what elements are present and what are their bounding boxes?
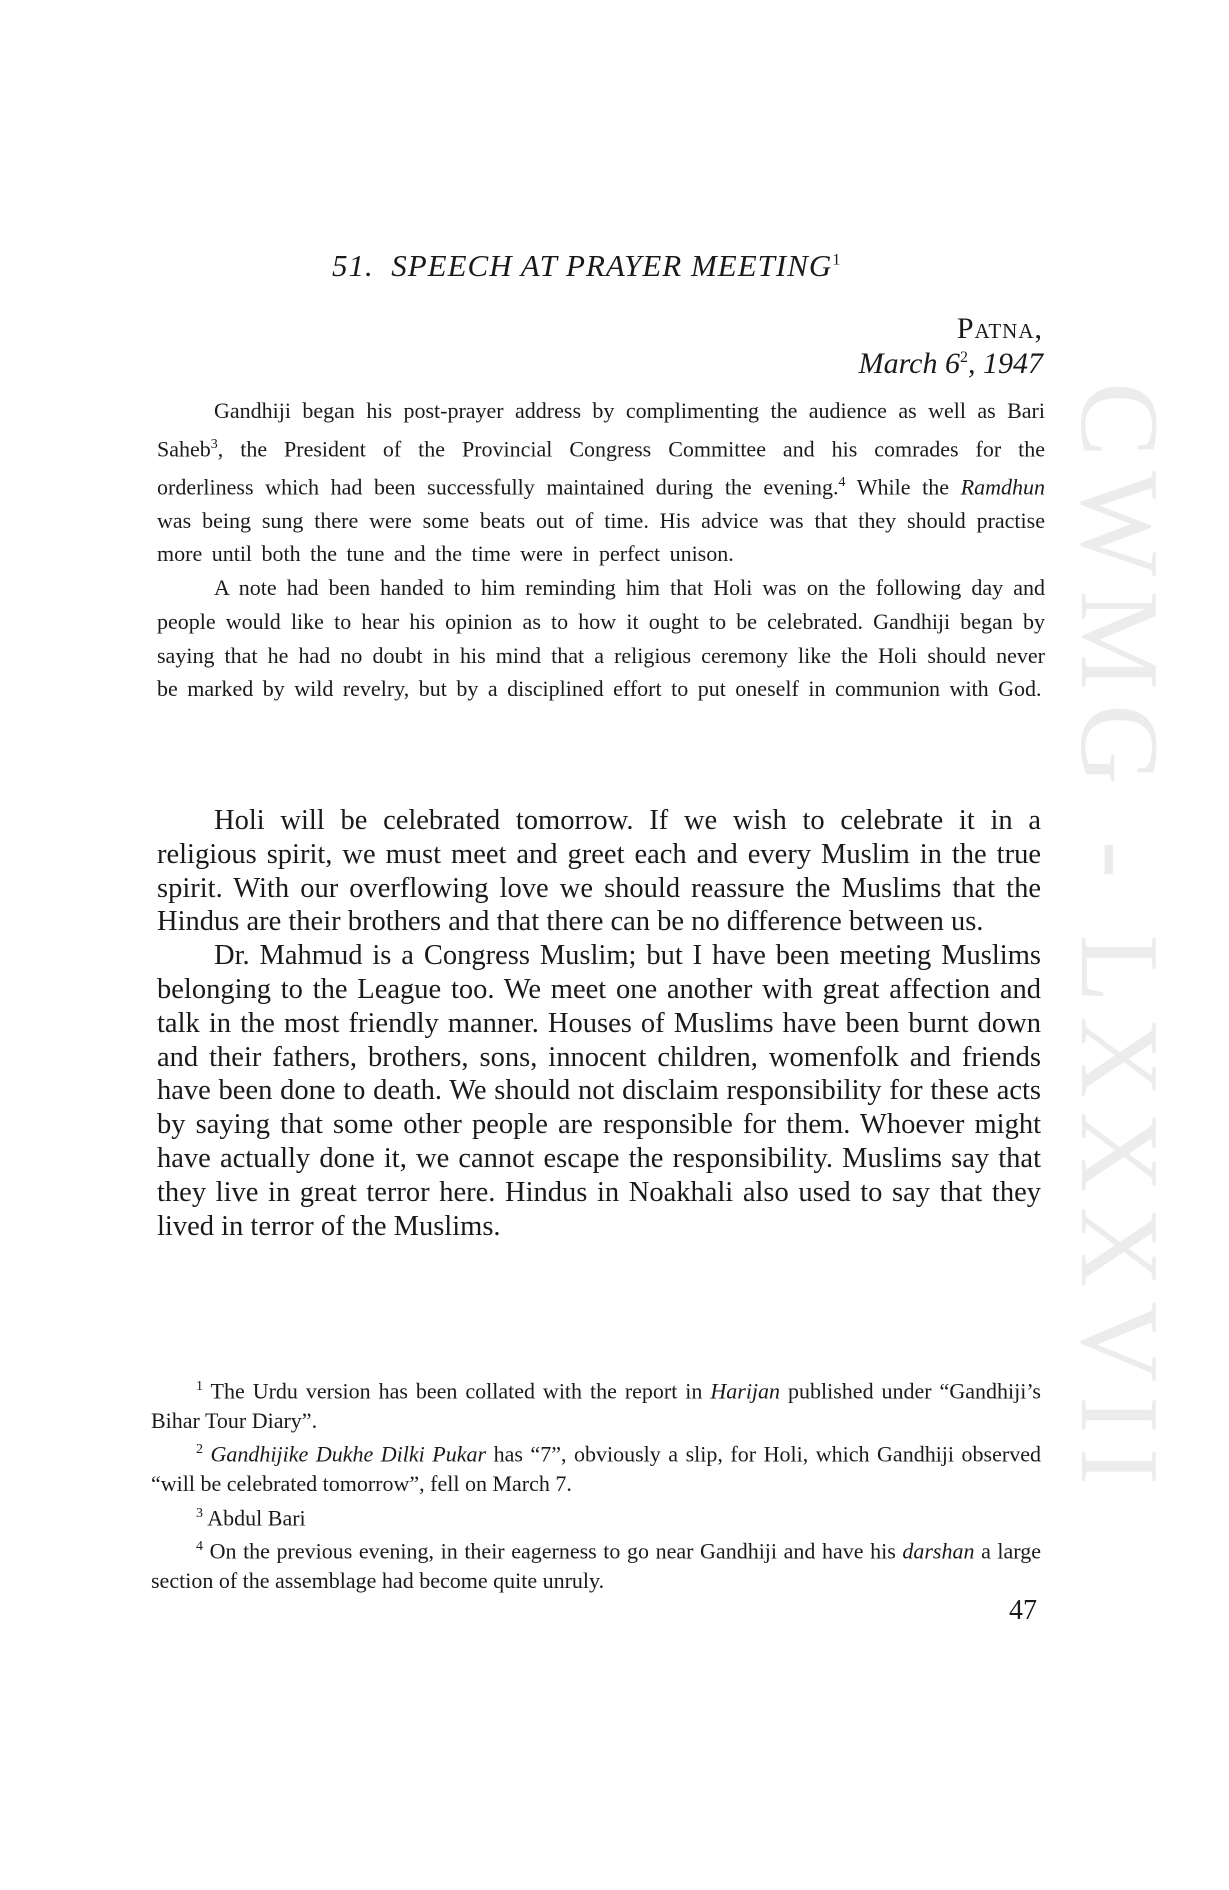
dateline-date [859,347,1043,381]
footnote-italic: Harijan [710,1378,781,1404]
intro-report [157,394,1045,706]
footnotes [151,1372,1041,1596]
intro-text: , the President of the Provincial Congress Committee and his comrades for the orderliness which had been successfully maintained during the evening. [157,436,1045,500]
date-prefix: March 6 [858,347,960,380]
heading-footnote-ref[interactable]: 1 [832,251,842,269]
footnote-text: The Urdu version has been collated with the report in [203,1378,711,1404]
dateline-place: Patna, [956,312,1043,345]
date-suffix: , 1947 [968,347,1043,380]
speech-paragraph-2: Dr. Mahmud is a Congress Muslim; but I have been meeting Muslims belonging to the League too. We meet one another with great affection and talk in the most friendly manner. Houses of Muslims have been burnt down and their fathers, brothers, sons, innocent children, womenfolk and friends have been done to death. We should not disclaim responsibility for these acts by saying that some other people are responsible for them. Whoever might have actually done it, we cannot escape the responsibility. Muslims say that they live in great terror here. Hindus in Noakhali also used to say that they lived in terror of the Muslims. [157,940,1041,1242]
footnote-2 [151,1435,1041,1498]
intro-text: Gandhiji began his post-prayer address by complimenting the audience as well as Bari Saheb [157,398,1045,462]
footnote-number: 3 [196,1505,203,1521]
footnote-text: published under “Gandhiji’s Bihar Tour Diary”. [151,1378,1041,1433]
heading-number: 51. [332,248,374,283]
footnote-ref-4[interactable]: 4 [838,474,846,490]
footnote-number: 2 [196,1442,203,1458]
footnote-text: has “7”, obviously a slip, for Holi, which Gandhiji observed “will be celebrated tomorrow”, fell on March 7. [151,1441,1041,1497]
intro-paragraph-2: A note had been handed to him reminding him that Holi was on the following day and people would like to hear his opinion as to how it ought to be celebrated. Gandhiji began by saying that he had no doubt in his mind that a religious ceremony like the Holi should never be marked by wild revelry, but by a disciplined effort to put oneself in communion with God. [157,575,1045,702]
footnote-text: Abdul Bari [203,1504,306,1530]
footnote-italic: Gandhijike Dukhe Dilki Pukar [210,1441,487,1467]
footnote-4 [151,1532,1041,1595]
footnote-number: 1 [196,1379,203,1394]
footnote-text: On the previous evening, in their eagerness to go near Gandhiji and have his [203,1538,903,1564]
intro-text: While the [845,474,961,500]
page-title [332,248,841,284]
footnote-italic: darshan [902,1538,975,1564]
footnote-3 [151,1499,1041,1533]
heading-title: SPEECH AT PRAYER MEETING [391,248,833,283]
intro-text: was being sung there were some beats out of time. His advice was that they should practise more until both the tune and the time were in perfect unison. [157,507,1045,567]
intro-italic-term: Ramdhun [960,474,1046,500]
speech-paragraph-1: Holi will be celebrated tomorrow. If we wish to celebrate it in a religious spirit, we must meet and greet each and every Muslim in the true spirit. With our overflowing love we should reassure the Muslims that the Hindus are their brothers and that there can be no difference between us. [157,805,1041,938]
footnote-1 [151,1372,1041,1435]
footnote-ref-3[interactable]: 3 [210,436,218,452]
watermark [1056,320,1181,1560]
footnote-text: a large section of the assemblage had become quite unruly. [151,1538,1041,1594]
page-number: 47 [1009,1595,1037,1626]
speech-body [157,804,1041,1243]
intro-paragraph-1 [157,394,1045,571]
footnote-number: 4 [196,1539,203,1555]
watermark-text: CWMG - LXXXVII [1056,381,1181,1499]
date-footnote-ref[interactable]: 2 [960,349,968,366]
